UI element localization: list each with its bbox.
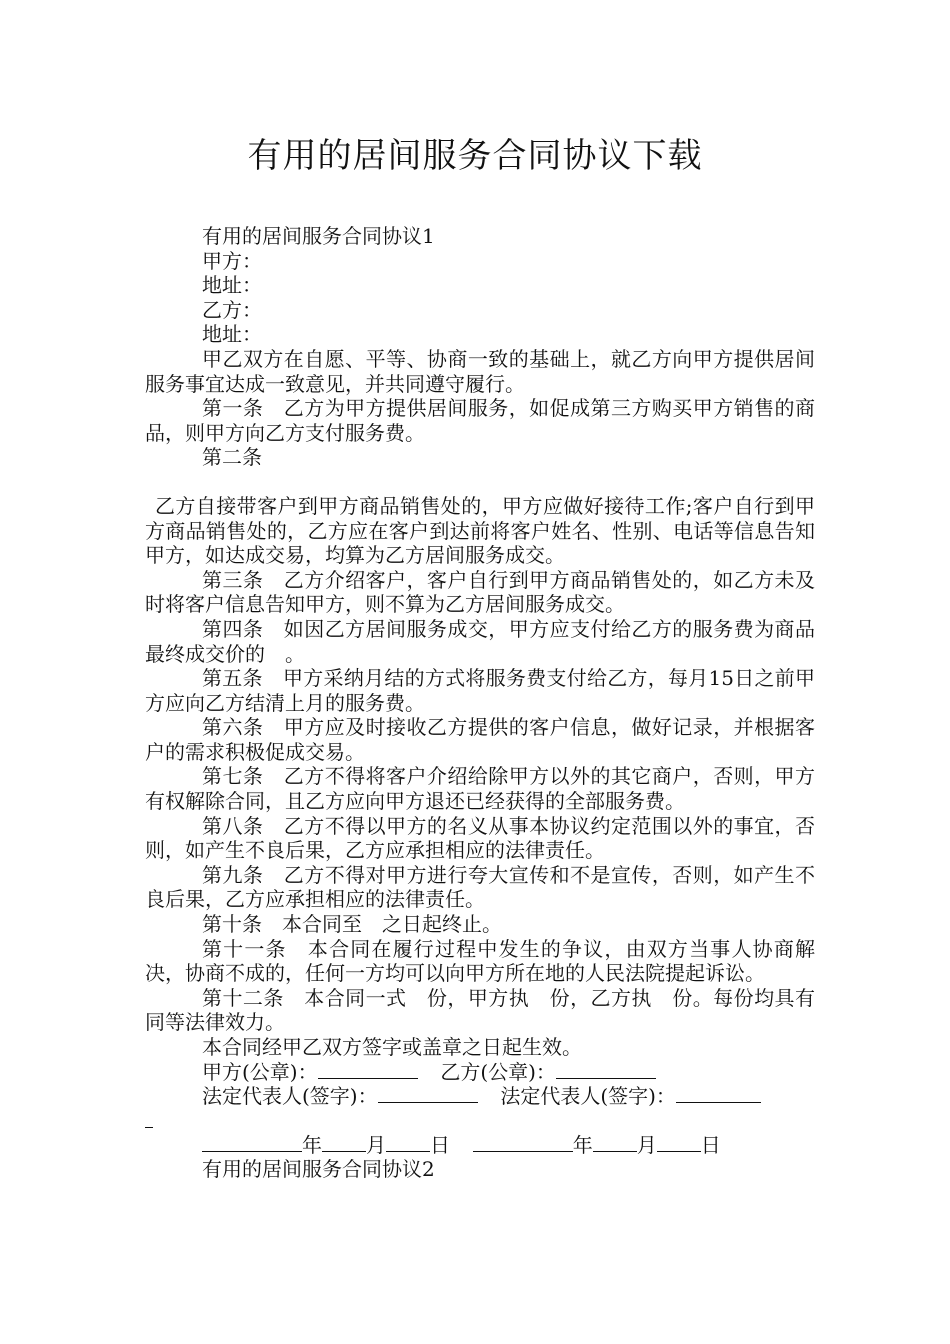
date-b-year-label: 年 [572,1132,593,1157]
article-5: 第五条 甲方采纳月结的方式将服务费支付给乙方，每月15日之前甲方应向乙方结清上月的服务费。 [145,666,815,715]
date-b-day-blank [657,1150,701,1152]
article-1: 第一条 乙方为甲方提供居间服务，如促成第三方购买甲方销售的商品，则甲方向乙方支付服务费。 [145,396,815,445]
article-6: 第六条 甲方应及时接收乙方提供的客户信息，做好记录，并根据客户的需求积极促成交易。 [145,715,815,764]
representative-line [145,1084,815,1109]
article-10: 第十条 本合同至 之日起终止。 [202,912,502,937]
continuation-line [145,1109,815,1133]
article-3: 第三条 乙方介绍客户，客户自行到甲方商品销售处的，如乙方未及时将客户信息告知甲方，则不算为乙方居间服务成交。 [145,567,815,617]
date-b-year-blank [473,1150,573,1152]
blank-line [145,470,815,494]
article-12: 第十二条 本合同一式 份，甲方执 份，乙方执 份。每份均具有同等法律效力。 [145,985,815,1035]
article-11: 第十一条 本合同在履行过程中发生的争议，由双方当事人协商解决，协商不成的，任何一方均可以向甲方所在地的人民法院提起诉讼。 [145,936,815,986]
date-a-day-blank [386,1150,430,1152]
seal-line [145,1060,815,1085]
date-b-day-label: 日 [700,1132,721,1157]
intro-paragraph: 甲乙双方在自愿、平等、协商一致的基础上，就乙方向甲方提供居间服务事宜达成一致意见，并共同遵守履行。 [145,346,815,396]
section2-heading: 有用的居间服务合同协议2 [202,1157,435,1182]
effective-clause: 本合同经甲乙双方签字或盖章之日起生效。 [202,1035,582,1059]
party-a-rep-blank [378,1101,478,1103]
date-b-month-label: 月 [636,1132,657,1157]
date-b-month-blank [593,1150,637,1152]
article-4: 第四条 如因乙方居间服务成交，甲方应支付给乙方的服务费为商品最终成交价的 。 [145,616,815,666]
date-a-year-label: 年 [302,1132,322,1157]
party-a-seal-label: 甲方(公章)： [202,1059,318,1084]
date-a-month-blank [322,1150,366,1152]
party-a-seal-blank [318,1077,418,1079]
party-b-address-label: 地址： [202,322,262,347]
party-b-seal-label: 乙方(公章)： [440,1059,556,1084]
date-a-month-label: 月 [366,1132,386,1157]
article-2-heading: 第二条 [202,445,262,470]
contract-body [145,224,815,1182]
party-a-rep-label: 法定代表人(签字)： [202,1084,378,1109]
date-line [145,1133,815,1158]
party-b-label: 乙方： [202,297,262,322]
party-b-rep-label: 法定代表人(签字)： [500,1084,676,1109]
party-b-rep-blank [676,1101,761,1103]
article-9: 第九条 乙方不得对甲方进行夸大宣传和不是宣传，否则，如产生不良后果，乙方应承担相应的法律责任。 [145,862,815,912]
document-title: 有用的居间服务合同协议下载 [247,136,703,176]
article-2-body: 乙方自接带客户到甲方商品销售处的，甲方应做好接待工作;客户自行到甲方商品销售处的，乙方应在客户到达前将客户姓名、性别、电话等信息告知甲方，如达成交易，均算为乙方居间服务成交。 [145,493,815,568]
party-a-label: 甲方： [202,248,262,273]
party-b-seal-blank [556,1077,656,1079]
date-a-year-blank [202,1150,302,1152]
date-a-day-label: 日 [430,1132,450,1157]
party-a-address-label: 地址： [202,273,262,298]
section1-heading: 有用的居间服务合同协议1 [202,224,435,248]
article-7: 第七条 乙方不得将客户介绍给除甲方以外的其它商户，否则，甲方有权解除合同，且乙方应向甲方退还已经获得的全部服务费。 [145,764,815,814]
overflow-underscore [145,1126,153,1128]
article-8: 第八条 乙方不得以甲方的名义从事本协议约定范围以外的事宜，否则，如产生不良后果，乙方应承担相应的法律责任。 [145,813,815,863]
